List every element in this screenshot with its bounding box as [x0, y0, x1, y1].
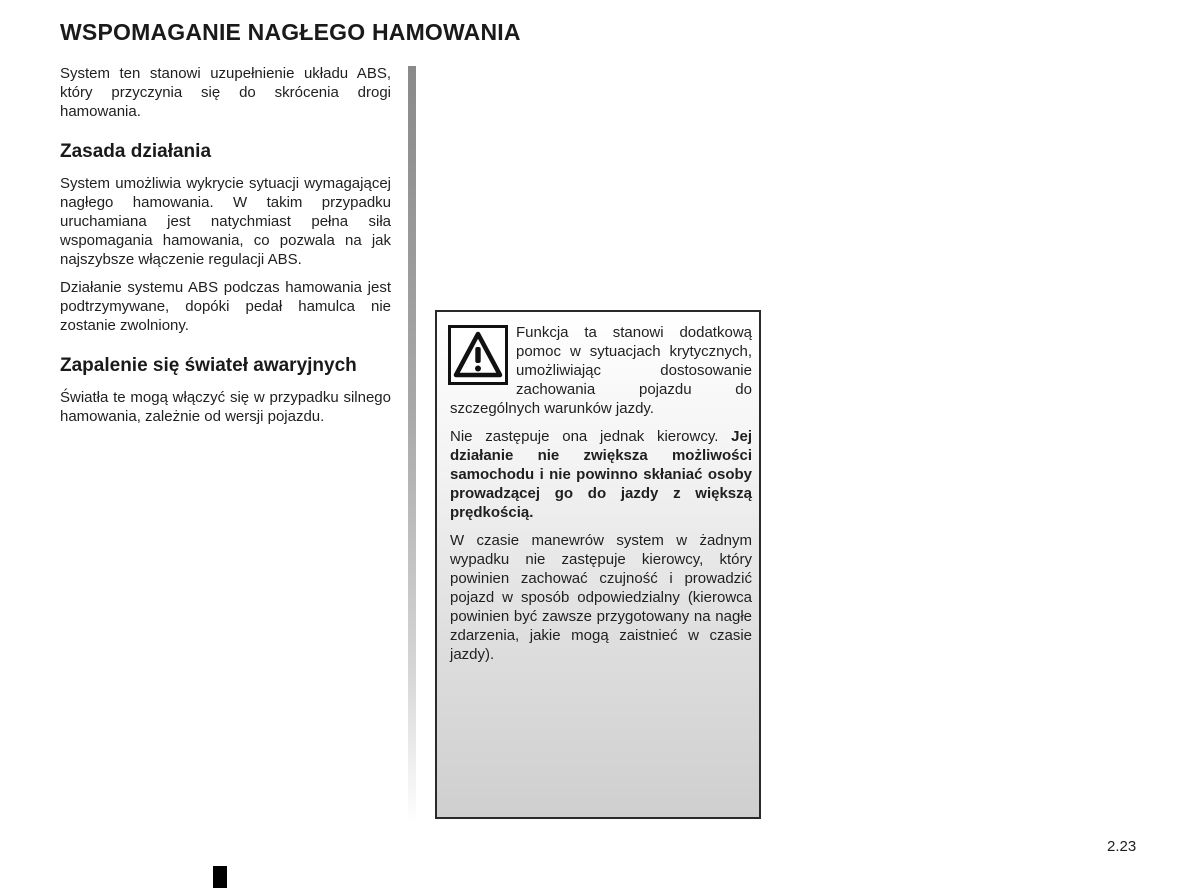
- principle-paragraph-2: Działanie systemu ABS podczas hamowania jest podtrzymywane, dopóki pedał hamulca nie zostanie zwolniony.: [60, 279, 391, 334]
- page-title: WSPOMAGANIE NAGŁEGO HAMOWANIA: [60, 19, 521, 45]
- section-heading-principle: Zasada działania: [60, 141, 212, 162]
- section-heading-hazard-lights: Zapalenie się świateł awaryjnych: [60, 355, 357, 376]
- principle-paragraph-1: System umożliwia wykrycie sytuacji wymagającej nagłego hamowania. W takim przypadku uruchamiana jest natychmiast pełna siła wspomagania hamowania, co pozwala na jak najszybsze włączenie regulacji ABS.: [60, 175, 391, 268]
- hazard-lights-paragraph: Światła te mogą włączyć się w przypadku silnego hamowania, zależnie od wersji pojazdu.: [60, 389, 391, 425]
- intro-paragraph: System ten stanowi uzupełnienie układu ABS, który przyczynia się do skrócenia drogi hamowania.: [60, 65, 391, 120]
- warning-paragraph-2-bold: Jej działanie nie zwiększa możliwości samochodu i nie powinno skłaniać osoby prowadzącej go do jazdy z większą prędkością.: [450, 428, 752, 521]
- warning-paragraph-3: W czasie manewrów system w żadnym wypadku nie zastępuje kierowcy, który powinien zachować czujność i prowadzić pojazd w sposób odpowiedzialny (kierowca powinien być zawsze przygotowany na nagłe zdarzenia, jakie mogą zaistnieć w czasie jazdy).: [450, 532, 752, 663]
- warning-paragraph-1: Funkcja ta stanowi dodatkową pomoc w sytuacjach krytycznych, umożliwiając dostosowanie zachowania pojazdu do szczególnych warunków jazdy.: [450, 324, 752, 417]
- column-divider: [408, 66, 416, 824]
- warning-box: [435, 310, 761, 819]
- page-edge-mark: [213, 866, 227, 888]
- left-column: [60, 64, 391, 435]
- warning-triangle-icon: [448, 325, 508, 385]
- warning-paragraph-2-normal: Nie zastępuje ona jednak kierowcy.: [450, 428, 732, 445]
- page-number: 2.23: [1107, 838, 1137, 855]
- warning-paragraph-2: [450, 427, 752, 522]
- warning-content: [450, 323, 752, 673]
